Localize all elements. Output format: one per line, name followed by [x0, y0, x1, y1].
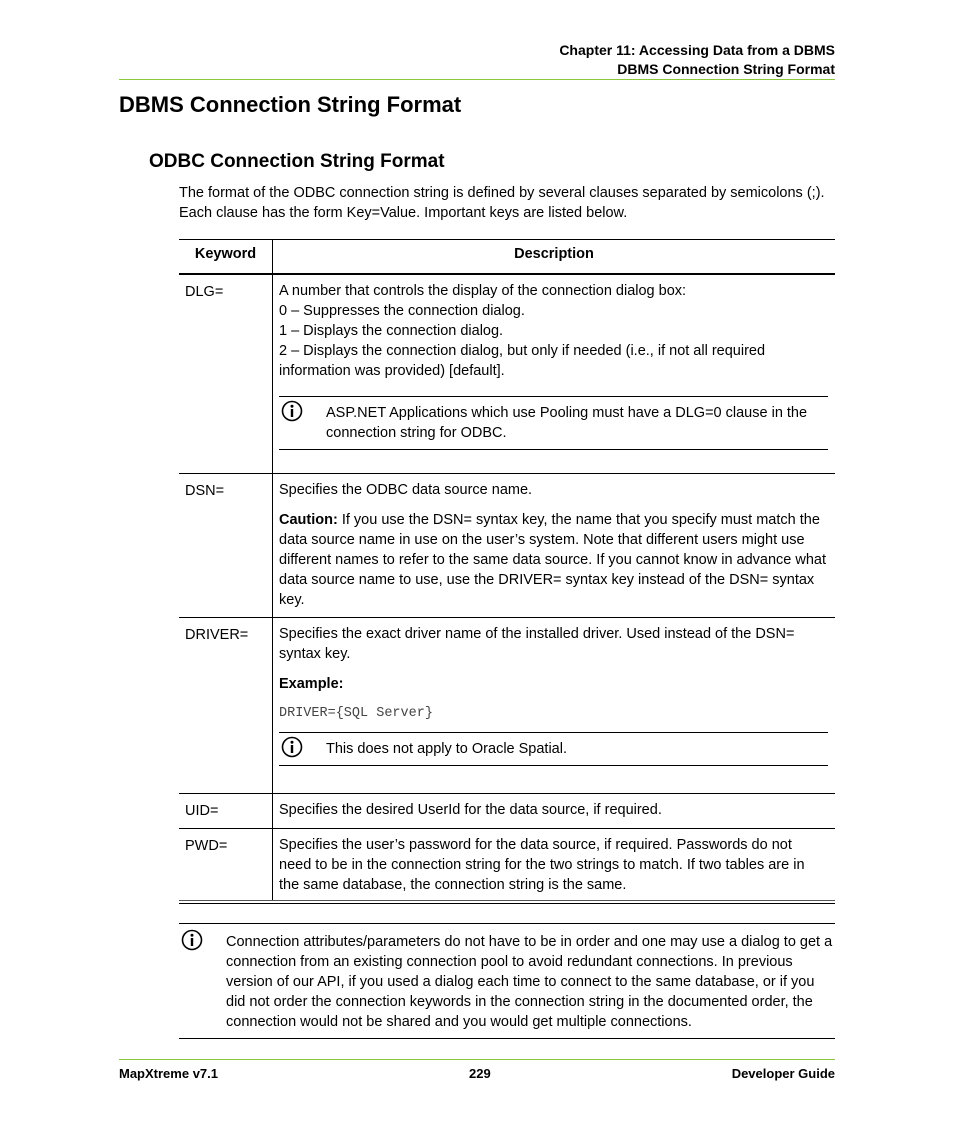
page-title: DBMS Connection String Format [119, 92, 462, 117]
driver-example-label: Example: [279, 676, 344, 692]
keyword-table [179, 239, 835, 901]
footer-rule [119, 1059, 835, 1060]
column-header-keyword: Keyword [179, 240, 273, 273]
running-header-chapter: Chapter 11: Accessing Data from a DBMS [559, 42, 835, 58]
description-dsn [273, 474, 835, 617]
description-uid [273, 794, 835, 828]
info-icon [181, 929, 203, 951]
dlg-line-2: 0 – Suppresses the connection dialog. [279, 303, 525, 319]
driver-note [279, 732, 828, 766]
uid-line-1: Specifies the desired UserId for the data source, if required. [279, 802, 662, 818]
dlg-line-3: 1 – Displays the connection dialog. [279, 323, 504, 339]
section-title: ODBC Connection String Format [149, 151, 445, 172]
driver-example-code: DRIVER={SQL Server} [279, 706, 433, 721]
column-header-description: Description [514, 246, 594, 262]
dsn-line-1: Specifies the ODBC data source name. [279, 482, 533, 498]
driver-note-text: This does not apply to Oracle Spatial. [326, 741, 567, 757]
table-row-uid [179, 794, 835, 829]
dlg-line-1: A number that controls the display of the connection dialog box: [279, 283, 687, 299]
running-header [559, 41, 835, 79]
dlg-line-4: 2 – Displays the connection dialog, but only if needed (i.e., if not all required information was provided) [default]. [279, 343, 766, 379]
dsn-caution [279, 510, 828, 610]
running-header-section: DBMS Connection String Format [617, 61, 835, 77]
dlg-note-text: ASP.NET Applications which use Pooling must have a DLG=0 clause in the connection string for ODBC. [326, 405, 808, 441]
keyword-pwd: PWD= [179, 829, 273, 900]
table-row-pwd [179, 829, 835, 901]
table-row-dsn [179, 474, 835, 618]
footnote-note [179, 923, 835, 1039]
description-driver [273, 618, 835, 793]
dsn-caution-label: Caution: [279, 512, 338, 528]
keyword-uid: UID= [179, 794, 273, 828]
info-icon [281, 736, 303, 758]
driver-line-1: Specifies the exact driver name of the installed driver. Used instead of the DSN= syntax key. [279, 626, 795, 662]
intro-paragraph: The format of the ODBC connection string is defined by several clauses separated by semicolons (;). Each clause has the form Key=Value. Important keys are listed below. [179, 185, 825, 221]
table-row-dlg [179, 275, 835, 474]
footer-guide: Developer Guide [731, 1066, 835, 1081]
table-end-rule [179, 903, 835, 904]
pwd-line-1: Specifies the user’s password for the data source, if required. Passwords do not need to be in the connection string for the two strings to match. If two tables are in the same database, the connection string is the same. [279, 837, 805, 893]
description-dlg [273, 275, 835, 473]
table-header [179, 240, 835, 275]
table-row-driver [179, 618, 835, 794]
footnote-text: Connection attributes/parameters do not have to be in order and one may use a dialog to get a connection from an existing connection pool to avoid redundant connections. In previous version of our API, if you used a dialog each time to connect to the same database, or if you did not order the connection keywords in the connection string in the documented order, the connection would not be shared and you would get multiple connections. [226, 934, 833, 1030]
keyword-dsn: DSN= [179, 474, 273, 617]
info-icon [281, 400, 303, 422]
dlg-note [279, 396, 828, 450]
keyword-dlg: DLG= [179, 275, 273, 473]
header-rule [119, 79, 835, 80]
footer-product: MapXtreme v7.1 [119, 1066, 218, 1081]
dsn-caution-text: If you use the DSN= syntax key, the name that you specify must match the data source name in use on the user’s system. Note that different users might use different names to refer to the same data source. If you cannot know in advance what data source name to use, use the DRIVER= syntax key instead of the DSN= syntax key. [279, 512, 827, 608]
description-pwd [273, 829, 835, 900]
page-number: 229 [469, 1066, 491, 1081]
keyword-driver: DRIVER= [179, 618, 273, 793]
